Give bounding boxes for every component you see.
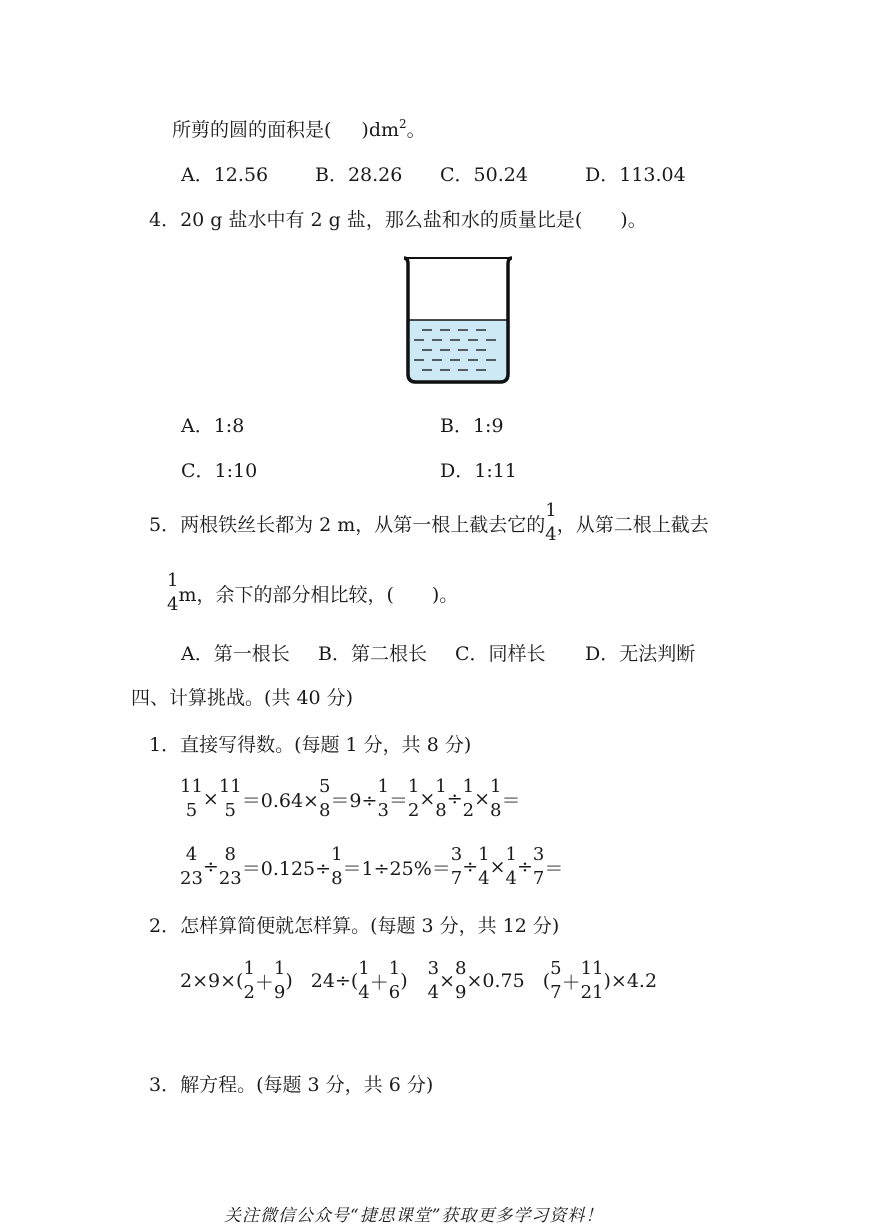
beaker-illustration <box>400 254 516 390</box>
unit-superscript: 2 <box>399 117 407 131</box>
fraction-numerator: 1 <box>167 570 179 591</box>
q5-option-b[interactable]: B．第二根长 <box>318 643 427 665</box>
q4-stem: 4．20 g 盐水中有 2 g 盐，那么盐和水的质量比是( )。 <box>149 209 647 231</box>
part-1-title: 1．直接写得数。(每题 1 分，共 8 分) <box>149 734 472 756</box>
q5-text-a: 5．两根铁丝长都为 2 m，从第一根上截去它的 <box>149 513 546 536</box>
q5-option-c[interactable]: C．同样长 <box>455 643 546 665</box>
calc-row-2: 4 23 ÷ 8 23 ＝0.125÷ 1 8 ＝1÷25%＝ 3 7 ÷ 1 4 × 1 4 ÷ 3 7 ＝ <box>180 844 564 889</box>
q3-option-c[interactable]: C．50.24 <box>440 164 528 186</box>
q5-option-d[interactable]: D．无法判断 <box>585 643 696 665</box>
q5-text-b: ，从第二根上截去 <box>556 513 709 536</box>
q4-option-a[interactable]: A．1:8 <box>181 415 245 437</box>
fraction-numerator: 1 <box>545 500 557 521</box>
fraction-denominator: 4 <box>167 594 179 615</box>
q3-option-b[interactable]: B．28.26 <box>315 164 403 186</box>
q5-option-a[interactable]: A．第一根长 <box>181 643 290 665</box>
q5-stem-line2 <box>167 572 458 614</box>
fraction-denominator: 4 <box>545 524 557 545</box>
q5-stem-line1 <box>149 502 709 544</box>
calc-row-1: 11 5 × 11 5 ＝0.64× 5 8 ＝9÷ 1 3 ＝ 1 2 × 1 8 ÷ 1 2 × 1 8 ＝ <box>180 776 521 821</box>
q3-text-before: 所剪的圆的面积是( <box>172 119 332 141</box>
part-3-title: 3．解方程。(每题 3 分，共 6 分) <box>149 1074 434 1096</box>
q3-end: 。 <box>406 119 426 141</box>
footer-promo: 关注微信公众号“捷思课堂”获取更多学习资料！ <box>224 1206 604 1226</box>
fraction-one-quarter <box>545 502 556 544</box>
part-2-title: 2．怎样算简便就怎样算。(每题 3 分，共 12 分) <box>149 915 560 937</box>
q4-option-c[interactable]: C．1:10 <box>181 460 258 482</box>
q3-text-after: )dm <box>361 119 400 141</box>
q3-answer-line <box>172 118 426 140</box>
fraction-one-quarter <box>167 572 178 614</box>
q5-text-c: m，余下的部分相比较，( )。 <box>178 583 459 606</box>
q4-option-b[interactable]: B．1:9 <box>440 415 504 437</box>
q3-option-d[interactable]: D．113.04 <box>585 164 686 186</box>
section-4-title: 四、计算挑战。(共 40 分) <box>131 687 354 709</box>
q4-option-d[interactable]: D．1:11 <box>440 460 517 482</box>
q3-option-a[interactable]: A．12.56 <box>181 164 269 186</box>
calc-row-3: 2×9×( 1 2 ＋ 1 9 ) 24÷( 1 4 ＋ 1 6 ) 3 4 × 8 9 ×0.75 ( 5 7 ＋ 11 21 )×4.2 <box>180 958 658 1003</box>
